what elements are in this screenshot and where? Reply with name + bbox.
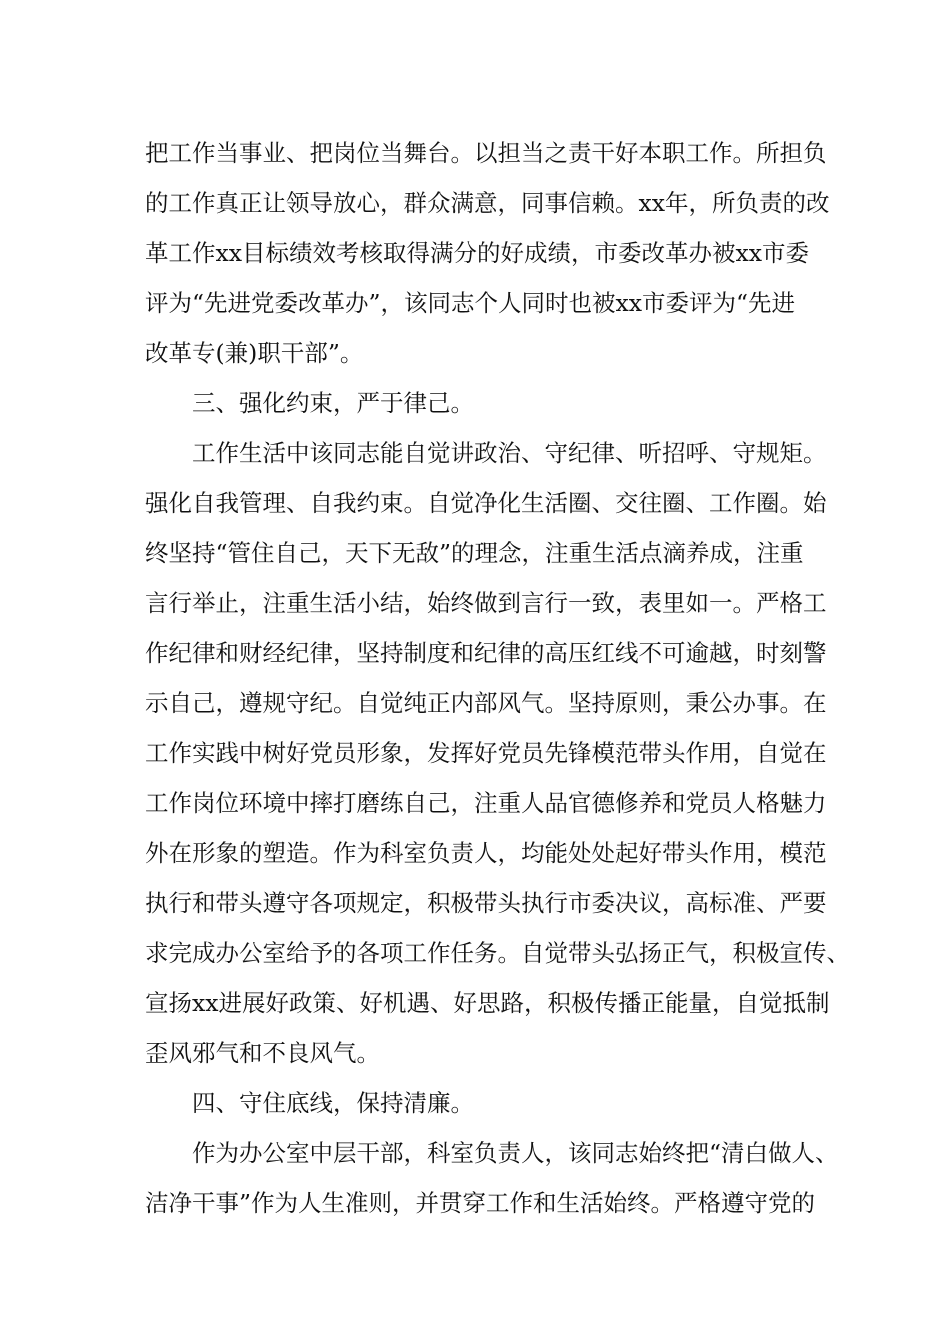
text-line: 执行和带头遵守各项规定，积极带头执行市委决议，高标准、严要 — [145, 889, 827, 917]
text-line: 革工作xx目标绩效考核取得满分的好成绩，市委改革办被xx市委 — [145, 239, 810, 267]
paragraph-first-line: 工作生活中该同志能自觉讲政治、守纪律、听招呼、守规矩。 — [192, 439, 827, 467]
text-line: 改革专(兼)职干部”。 — [145, 339, 364, 367]
text-line: 言行举止，注重生活小结，始终做到言行一致，表里如一。严格工 — [145, 589, 827, 617]
text-line: 评为“先进党委改革办”，该同志个人同时也被xx市委评为“先进 — [145, 289, 796, 317]
text-line: 宣扬xx进展好政策、好机遇、好思路，积极传播正能量，自觉抵制 — [145, 989, 830, 1017]
text-line: 工作岗位环境中摔打磨练自己，注重人品官德修养和党员人格魅力 — [145, 789, 827, 817]
text-line: 求完成办公室给予的各项工作任务。自觉带头弘扬正气，积极宣传、 — [145, 939, 850, 967]
section-heading: 四、守住底线，保持清廉。 — [192, 1089, 474, 1117]
paragraph-first-line: 作为办公室中层干部，科室负责人，该同志始终把“清白做人、 — [192, 1139, 839, 1167]
section-heading: 三、强化约束，严于律己。 — [192, 389, 474, 417]
text-line: 的工作真正让领导放心，群众满意，同事信赖。xx年，所负责的改 — [145, 189, 830, 217]
text-line: 工作实践中树好党员形象，发挥好党员先锋模范带头作用，自觉在 — [145, 739, 827, 767]
text-line: 把工作当事业、把岗位当舞台。以担当之责干好本职工作。所担负 — [145, 139, 827, 167]
text-line: 强化自我管理、自我约束。自觉净化生活圈、交往圈、工作圈。始 — [145, 489, 827, 517]
text-line: 终坚持“管住自己，天下无敌”的理念，注重生活点滴养成，注重 — [145, 539, 804, 567]
text-line: 外在形象的塑造。作为科室负责人，均能处处起好带头作用，模范 — [145, 839, 827, 867]
text-line: 洁净干事”作为人生准则，并贯穿工作和生活始终。严格遵守党的 — [145, 1189, 816, 1217]
text-line: 作纪律和财经纪律，坚持制度和纪律的高压红线不可逾越，时刻警 — [145, 639, 827, 667]
text-line: 示自己，遵规守纪。自觉纯正内部风气。坚持原则，秉公办事。在 — [145, 689, 827, 717]
text-line: 歪风邪气和不良风气。 — [145, 1039, 380, 1067]
document-body — [145, 128, 850, 1228]
